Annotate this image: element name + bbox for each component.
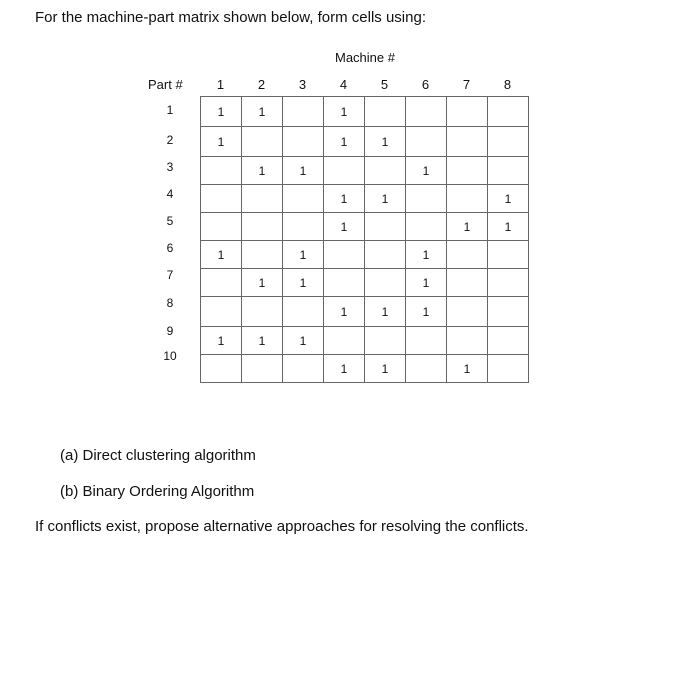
matrix-cell	[242, 213, 283, 241]
matrix-cell	[365, 327, 406, 355]
matrix-row	[201, 355, 529, 383]
part-label: 8	[166, 296, 174, 310]
matrix-row	[201, 97, 529, 127]
machine-label: 1	[216, 77, 225, 92]
matrix-cell	[242, 241, 283, 269]
part-label: 9	[166, 324, 174, 338]
matrix-cell	[242, 355, 283, 383]
matrix-cell: 1	[283, 241, 324, 269]
matrix-cell: 1	[242, 97, 283, 127]
matrix-cell: 1	[488, 213, 529, 241]
matrix-cell: 1	[324, 297, 365, 327]
matrix-cell	[488, 157, 529, 185]
matrix-cell	[447, 327, 488, 355]
matrix-cell: 1	[365, 185, 406, 213]
matrix-cell: 1	[365, 127, 406, 157]
matrix-cell	[242, 185, 283, 213]
matrix-cell	[283, 97, 324, 127]
matrix-cell	[488, 269, 529, 297]
machine-part-matrix	[200, 96, 529, 383]
question-part-b: (b) Binary Ordering Algorithm	[60, 483, 255, 500]
matrix-cell: 1	[283, 269, 324, 297]
question-part-a: (a) Direct clustering algorithm	[60, 447, 256, 464]
matrix-cell	[488, 355, 529, 383]
matrix-cell: 1	[365, 297, 406, 327]
matrix-cell	[447, 127, 488, 157]
part-label: 5	[166, 214, 174, 228]
matrix-cell: 1	[324, 185, 365, 213]
part-label: 3	[166, 160, 174, 174]
part-label: 7	[166, 268, 174, 282]
part-label: 2	[166, 133, 174, 147]
matrix-cell: 1	[283, 157, 324, 185]
matrix-cell	[201, 355, 242, 383]
matrix-cell: 1	[324, 127, 365, 157]
matrix-row	[201, 297, 529, 327]
matrix-row	[201, 157, 529, 185]
matrix-cell: 1	[201, 241, 242, 269]
matrix-cell: 1	[242, 157, 283, 185]
matrix-cell	[406, 97, 447, 127]
matrix-cell: 1	[365, 355, 406, 383]
machine-label: 6	[421, 77, 430, 92]
matrix-row	[201, 327, 529, 355]
matrix-cell: 1	[324, 355, 365, 383]
matrix-cell	[201, 269, 242, 297]
part-axis-title: Part #	[148, 77, 183, 92]
matrix-cell: 1	[242, 269, 283, 297]
machine-axis-title: Machine #	[335, 50, 395, 65]
machine-label: 4	[339, 77, 348, 92]
matrix-cell	[406, 327, 447, 355]
problem-intro: For the machine-part matrix shown below, form cells using:	[35, 9, 426, 26]
matrix-cell	[488, 241, 529, 269]
matrix-cell	[283, 297, 324, 327]
part-label: 6	[166, 241, 174, 255]
part-label: 10	[163, 349, 177, 363]
matrix-cell	[447, 241, 488, 269]
matrix-cell	[447, 157, 488, 185]
matrix-cell	[201, 157, 242, 185]
matrix-cell: 1	[201, 127, 242, 157]
matrix-cell	[488, 297, 529, 327]
matrix-cell	[488, 127, 529, 157]
matrix-cell	[201, 297, 242, 327]
matrix-cell	[324, 269, 365, 297]
matrix-cell: 1	[201, 327, 242, 355]
matrix-cell	[488, 327, 529, 355]
matrix-cell	[283, 127, 324, 157]
matrix-row	[201, 269, 529, 297]
machine-label: 8	[503, 77, 512, 92]
matrix-cell: 1	[447, 213, 488, 241]
matrix-cell: 1	[324, 213, 365, 241]
matrix-cell: 1	[406, 269, 447, 297]
matrix-cell	[447, 297, 488, 327]
matrix-cell: 1	[406, 297, 447, 327]
matrix-cell	[365, 213, 406, 241]
matrix-cell	[201, 213, 242, 241]
matrix-cell	[406, 185, 447, 213]
matrix-cell	[447, 269, 488, 297]
matrix-cell	[447, 185, 488, 213]
machine-label: 7	[462, 77, 471, 92]
matrix-cell: 1	[201, 97, 242, 127]
matrix-cell	[406, 127, 447, 157]
matrix-cell: 1	[488, 185, 529, 213]
matrix-cell	[365, 269, 406, 297]
matrix-cell: 1	[283, 327, 324, 355]
matrix-cell	[242, 127, 283, 157]
part-label: 4	[166, 187, 174, 201]
machine-label: 2	[257, 77, 266, 92]
matrix-cell	[365, 157, 406, 185]
matrix-cell: 1	[447, 355, 488, 383]
matrix-cell	[406, 355, 447, 383]
machine-label: 3	[298, 77, 307, 92]
matrix-cell	[242, 297, 283, 327]
matrix-cell: 1	[242, 327, 283, 355]
matrix-cell	[406, 213, 447, 241]
conflicts-instruction: If conflicts exist, propose alternative approaches for resolving the conflicts.	[35, 518, 529, 535]
matrix-cell: 1	[324, 97, 365, 127]
matrix-cell: 1	[406, 241, 447, 269]
matrix-cell	[324, 327, 365, 355]
matrix-cell	[447, 97, 488, 127]
machine-label: 5	[380, 77, 389, 92]
matrix-cell: 1	[406, 157, 447, 185]
matrix-cell	[283, 213, 324, 241]
matrix-cell	[324, 157, 365, 185]
matrix-cell	[488, 97, 529, 127]
matrix-row	[201, 213, 529, 241]
part-label: 1	[166, 103, 174, 117]
matrix-row	[201, 127, 529, 157]
matrix-cell	[283, 355, 324, 383]
matrix-cell	[201, 185, 242, 213]
matrix-cell	[283, 185, 324, 213]
matrix-cell	[324, 241, 365, 269]
matrix-cell	[365, 241, 406, 269]
matrix-cell	[365, 97, 406, 127]
matrix-header-row	[0, 77, 700, 95]
matrix-row	[201, 241, 529, 269]
matrix-row	[201, 185, 529, 213]
